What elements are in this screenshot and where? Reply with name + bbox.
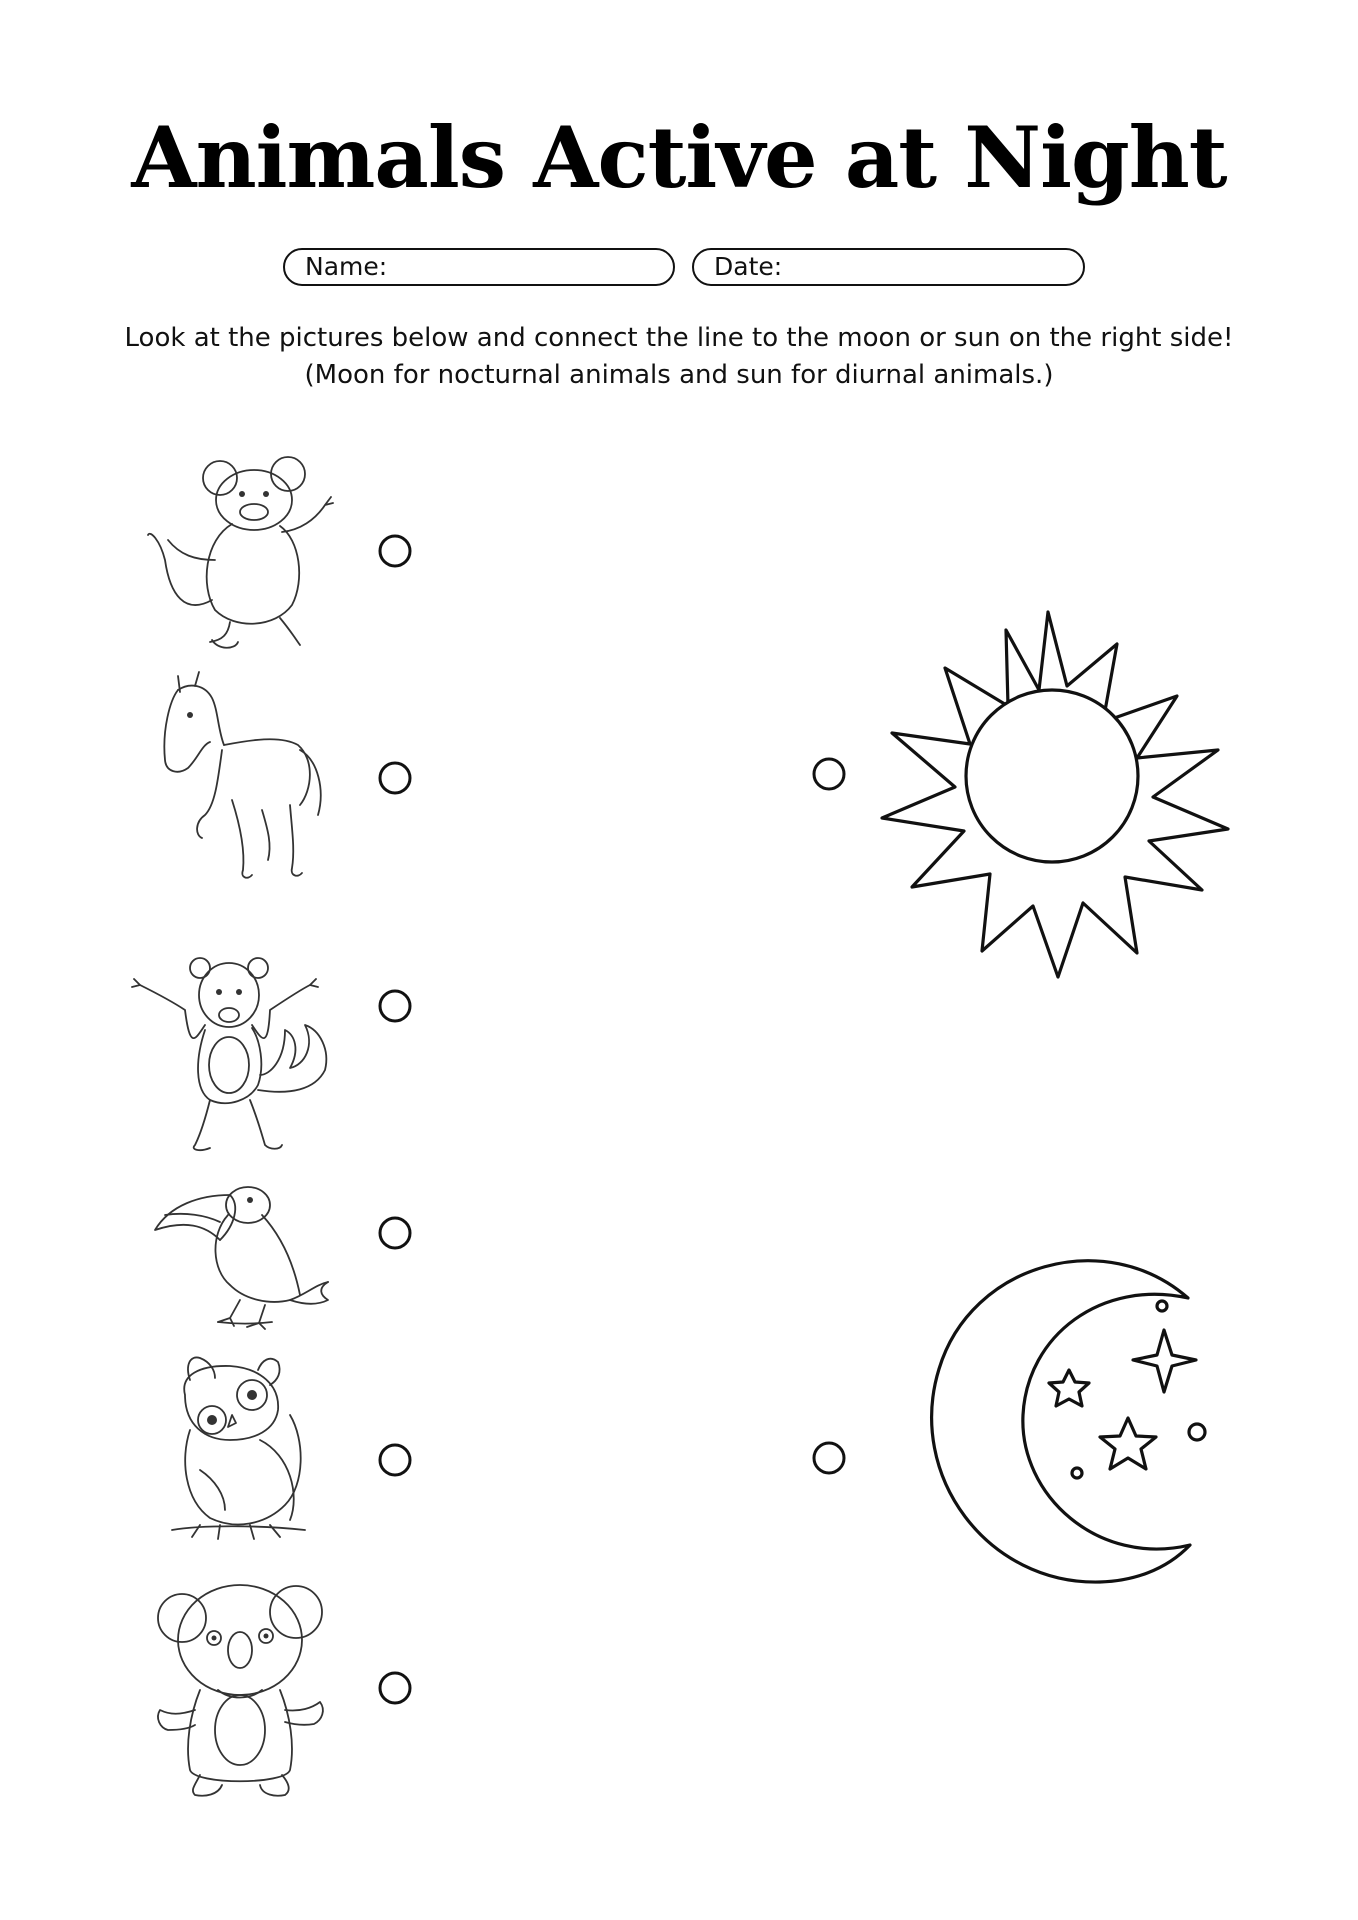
owl-icon	[172, 1357, 305, 1539]
toucan-icon	[155, 1187, 328, 1329]
worksheet-title: Animals Active at Night	[131, 108, 1227, 207]
mouse-icon	[148, 457, 333, 648]
toucan-connect-dot[interactable]	[380, 1218, 410, 1248]
instructions-line-1: Look at the pictures below and connect the line to the moon or sun on the right side!	[124, 323, 1234, 353]
sun-icon	[882, 612, 1228, 977]
sun-connect-dot[interactable]	[814, 759, 844, 789]
moon-icon	[932, 1261, 1205, 1582]
skunk-connect-dot[interactable]	[380, 991, 410, 1021]
date-label: Date:	[714, 252, 783, 281]
moon-connect-dot[interactable]	[814, 1443, 844, 1473]
skunk-icon	[132, 958, 326, 1150]
instructions-line-2: (Moon for nocturnal animals and sun for diurnal animals.)	[304, 360, 1054, 390]
koala-icon	[158, 1585, 323, 1796]
name-label: Name:	[305, 252, 388, 281]
horse-icon	[164, 672, 320, 878]
owl-connect-dot[interactable]	[380, 1445, 410, 1475]
horse-connect-dot[interactable]	[380, 763, 410, 793]
koala-connect-dot[interactable]	[380, 1673, 410, 1703]
mouse-connect-dot[interactable]	[380, 536, 410, 566]
